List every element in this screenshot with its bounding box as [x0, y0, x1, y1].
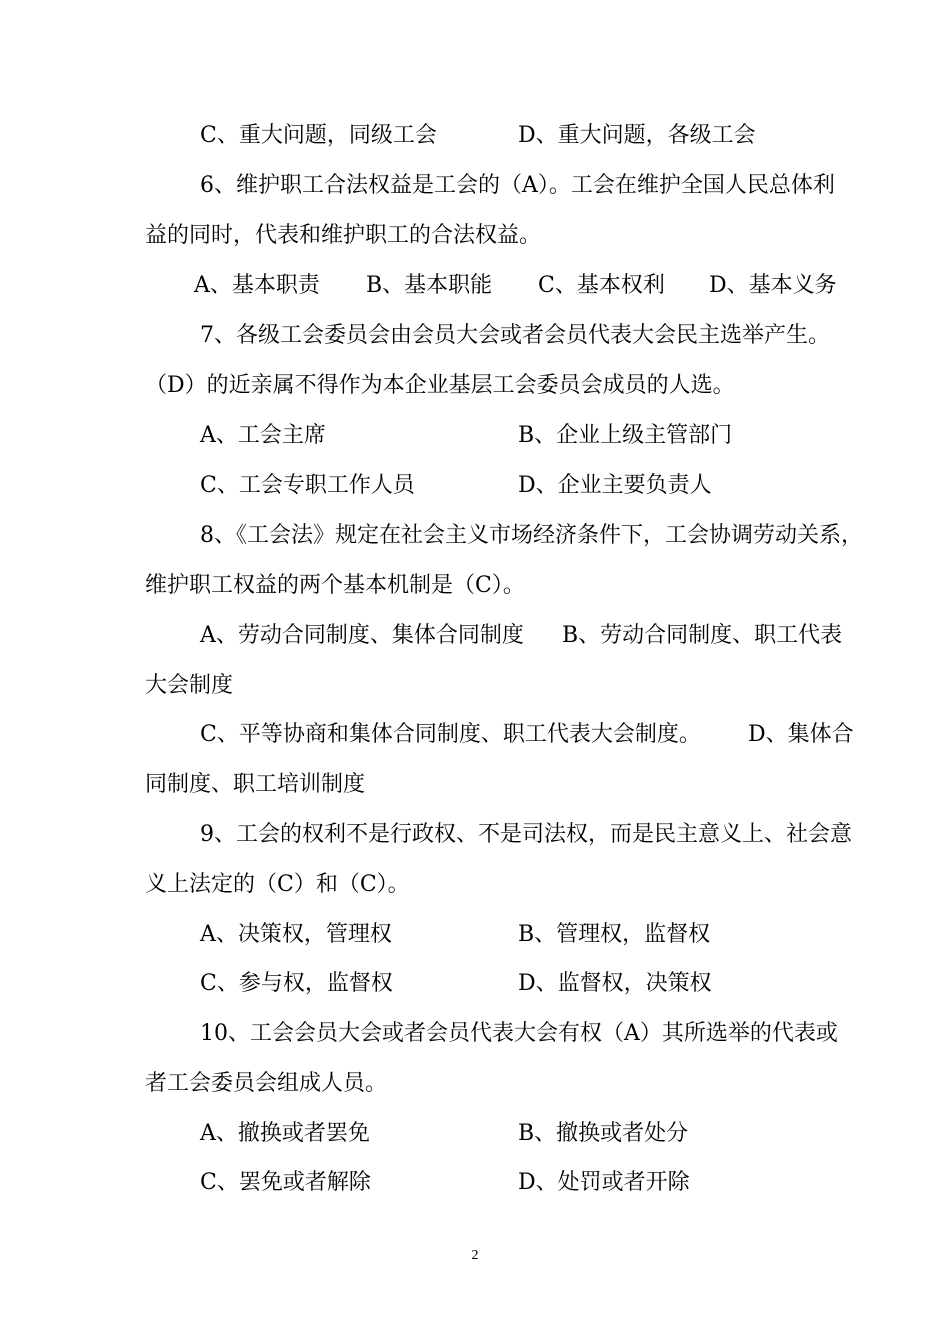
page-number: 2	[471, 1248, 479, 1263]
question-stem: 10、工会会员大会或者会员代表大会有权（A）其所选举的代表或	[200, 1021, 838, 1046]
option-text: D、集体合	[748, 722, 854, 747]
option-text: B、劳动合同制度、职工代表	[562, 623, 843, 648]
option-text: C、基本权利	[538, 273, 665, 298]
option-text: C、参与权，监督权	[200, 971, 393, 996]
option-text: D、监督权，决策权	[518, 971, 712, 996]
option-text: C、重大问题，同级工会	[200, 123, 437, 148]
option-text: B、企业上级主管部门	[518, 423, 733, 448]
option-text: B、撤换或者处分	[518, 1121, 689, 1146]
option-text: A、撤换或者罢免	[200, 1121, 370, 1146]
question-stem: 7、各级工会委员会由会员大会或者会员代表大会民主选举产生。	[200, 323, 830, 348]
option-text: B、管理权，监督权	[518, 922, 711, 947]
question-stem: （D）的近亲属不得作为本企业基层工会委员会成员的人选。	[145, 373, 735, 398]
question-stem: 8、《工会法》规定在社会主义市场经济条件下，工会协调劳动关系，	[200, 523, 863, 548]
option-text: C、罢免或者解除	[200, 1170, 371, 1195]
option-text: A、工会主席	[200, 423, 326, 448]
option-text: A、决策权，管理权	[200, 922, 392, 947]
option-text: C、工会专职工作人员	[200, 473, 415, 498]
option-text: D、处罚或者开除	[518, 1170, 690, 1195]
option-text: 大会制度	[145, 673, 234, 698]
option-text: D、重大问题，各级工会	[518, 123, 756, 148]
question-stem: 维护职工权益的两个基本机制是（C）。	[145, 573, 525, 598]
question-stem: 益的同时，代表和维护职工的合法权益。	[145, 223, 542, 248]
option-text: 同制度、职工培训制度	[145, 772, 366, 797]
question-stem: 9、工会的权利不是行政权、不是司法权，而是民主意义上、社会意	[200, 822, 852, 847]
option-text: D、基本义务	[709, 273, 837, 298]
option-text: A、劳动合同制度、集体合同制度	[200, 623, 524, 648]
question-stem: 义上法定的（C）和（C）。	[145, 872, 410, 897]
option-text: D、企业主要负责人	[518, 473, 712, 498]
option-text: C、平等协商和集体合同制度、职工代表大会制度。	[200, 722, 701, 747]
question-stem: 者工会委员会组成人员。	[145, 1071, 388, 1096]
question-stem: 6、维护职工合法权益是工会的（A）。工会在维护全国人民总体利	[200, 173, 835, 198]
option-text: A、基本职责	[194, 273, 320, 298]
option-text: B、基本职能	[366, 273, 493, 298]
